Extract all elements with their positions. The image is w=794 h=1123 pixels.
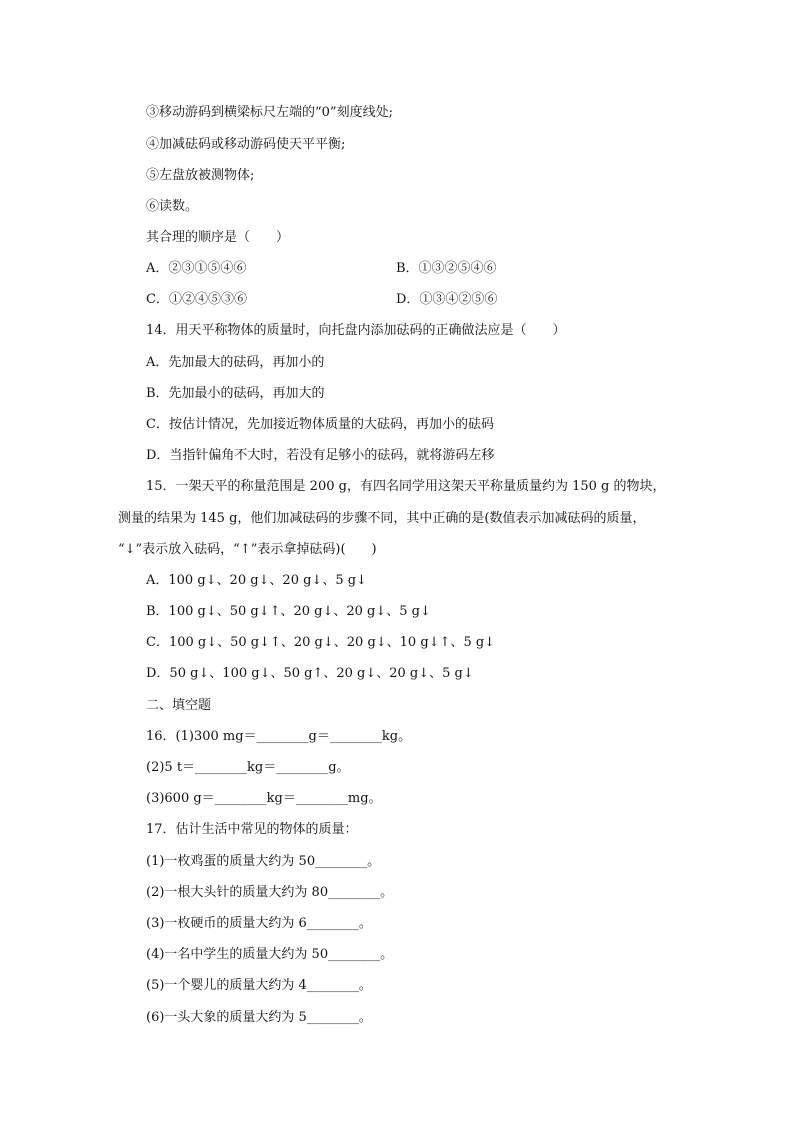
step-6: ⑥读数。 — [146, 199, 199, 214]
q17-item-6: (6)一头大象的质量大约为 5________。 — [146, 1010, 372, 1025]
q15-option-d: D．50 g↓、100 g↓、50 g↑、20 g↓、20 g↓、5 g↓ — [146, 666, 474, 681]
q14-stem: 14．用天平称物体的质量时，向托盘内添加砝码的正确做法应是（ ） — [146, 323, 566, 338]
step-5: ⑤左盘放被测物体; — [146, 168, 255, 183]
q17-item-5: (5)一个婴儿的质量大约为 4________。 — [146, 978, 372, 993]
q17-item-2: (2)一根大头针的质量大约为 80________。 — [146, 885, 394, 900]
step-4: ④加减砝码或移动游码使天平平衡; — [146, 137, 346, 152]
step-3: ③移动游码到横梁标尺左端的“0”刻度线处; — [146, 105, 393, 120]
q15-option-b: B．100 g↓、50 g↓↑、20 g↓、20 g↓、5 g↓ — [146, 604, 431, 619]
q15-stem-line1: 15．一架天平的称量范围是 200 g，有四名同学用这架天平称量质量约为 150 g 的物块， — [146, 479, 666, 494]
q13-option-c: C．①②④⑤③⑥ — [146, 292, 247, 307]
q17-item-4: (4)一名中学生的质量大约为 50________。 — [146, 947, 394, 962]
q13-option-d: D．①③④②⑤⑥ — [396, 292, 498, 307]
q13-option-b: B．①③②⑤④⑥ — [396, 261, 497, 276]
q17-item-3: (3)一枚硬币的质量大约为 6________。 — [146, 916, 372, 931]
q15-stem-line3: “↓”表示放入砝码，“↑”表示拿掉砝码)( ) — [118, 542, 377, 557]
q14-option-b: B．先加最小的砝码，再加大的 — [146, 386, 325, 401]
q14-option-d: D．当指针偏角不大时，若没有足够小的砝码，就将游码左移 — [146, 448, 495, 463]
q15-option-a: A．100 g↓、20 g↓、20 g↓、5 g↓ — [146, 573, 367, 588]
q13-stem: 其合理的顺序是（ ） — [146, 230, 290, 245]
q14-option-a: A．先加最大的砝码，再加小的 — [146, 355, 325, 370]
q17-item-1: (1)一枚鸡蛋的质量大约为 50________。 — [146, 854, 381, 869]
q16-line3: (3)600 g＝________kg＝________mg。 — [146, 791, 382, 806]
q15-stem-line2: 测量的结果为 145 g，他们加减砝码的步骤不同，其中正确的是(数值表示加减砝码的质量， — [118, 511, 646, 526]
q13-option-a: A．②③①⑤④⑥ — [146, 261, 247, 276]
q17-stem: 17．估计生活中常见的物体的质量： — [146, 822, 358, 837]
q15-option-c: C．100 g↓、50 g↓↑、20 g↓、20 g↓、10 g↓↑、5 g↓ — [146, 635, 496, 650]
q16-line2: (2)5 t＝________kg＝________g。 — [146, 760, 350, 775]
section-heading-fill: 二、填空题 — [146, 698, 212, 713]
q14-option-c: C．按估计情况，先加接近物体质量的大砝码，再加小的砝码 — [146, 417, 494, 432]
q16-line1: 16．(1)300 mg＝________g＝________kg。 — [146, 729, 412, 744]
